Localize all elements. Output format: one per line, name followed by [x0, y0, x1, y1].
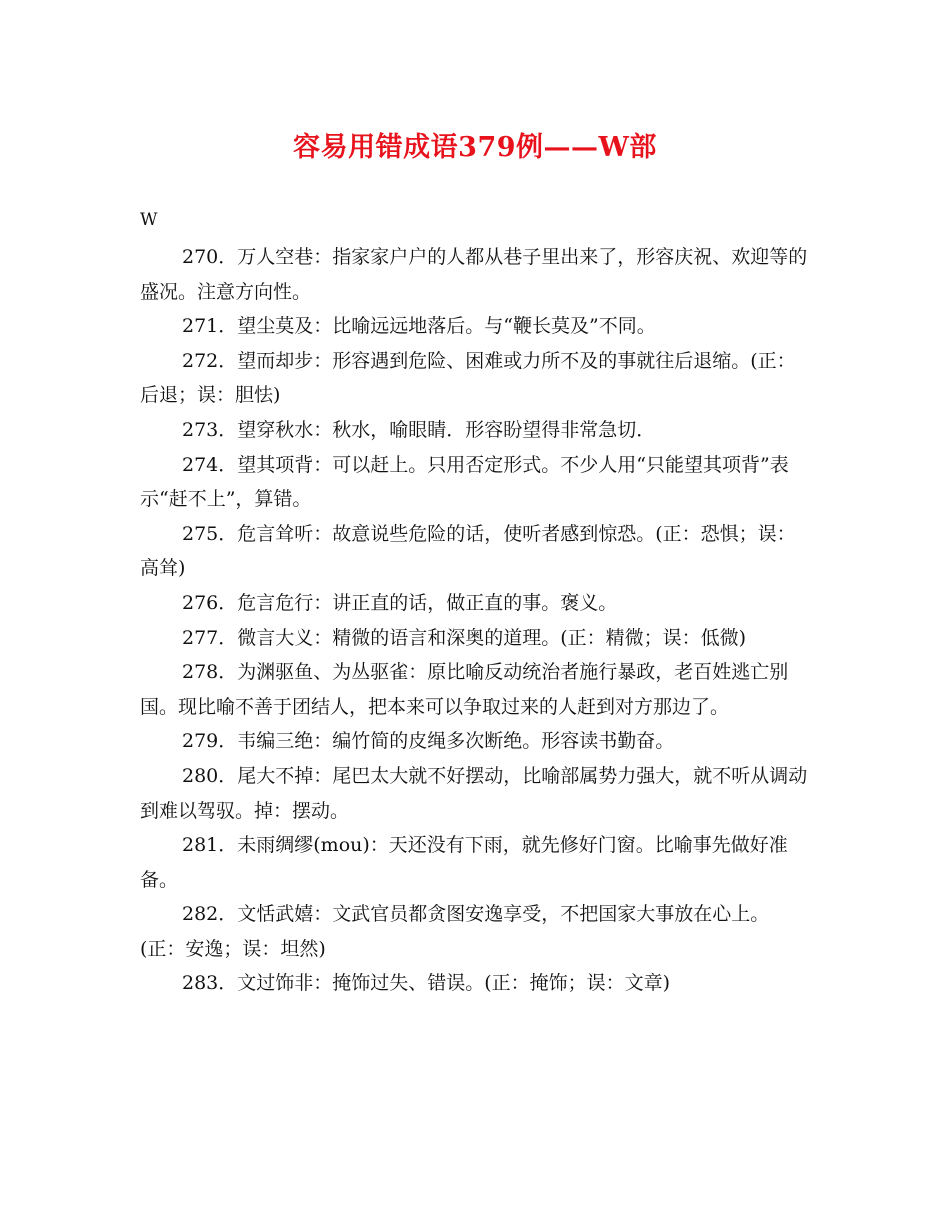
entry-item: 271．望尘莫及：比喻远远地落后。与“鞭长莫及”不同。	[182, 315, 656, 338]
entry-item: 274．望其项背：可以赶上。只用否定形式。不少人用“只能望其项背”表示“赶不上”，算错。	[140, 453, 789, 511]
entry-item: 277．微言大义：精微的语言和深奥的道理。(正：精微；误：低微)	[182, 626, 747, 649]
entry-item: 273．望穿秋水：秋水，喻眼睛．形容盼望得非常急切．	[182, 418, 656, 441]
entry-item: 281．未雨绸缪(mou)：天还没有下雨，就先修好门窗。比喻事先做好准备。	[140, 834, 788, 891]
document-title: 容易用错成语379例——W部	[293, 132, 657, 163]
entry-item: 272．望而却步：形容遇到危险、困难或力所不及的事就往后退缩。(正：后退；误：胆怯)	[140, 349, 796, 407]
entry-item: 280．尾大不掉：尾巴太大就不好摆动，比喻部属势力强大，就不听从调动到难以驾驭。掉：摆动。	[140, 764, 808, 822]
entry-list	[140, 240, 812, 1001]
entry-item: 283．文过饰非：掩饰过失、错误。(正：掩饰；误：文章)	[182, 972, 671, 995]
entry-item: 276．危言危行：讲正直的话，做正直的事。褒义。	[182, 591, 618, 614]
entry-item: 278．为渊驱鱼、为丛驱雀：原比喻反动统治者施行暴政，老百姓逃亡别国。现比喻不善于团结人，把本来可以争取过来的人赶到对方那边了。	[140, 661, 789, 718]
entry-item: 279．韦编三绝：编竹简的皮绳多次断绝。形容读书勤奋。	[182, 730, 675, 753]
entry-item: 282．文恬武嬉：文武官员都贪图安逸享受，不把国家大事放在心上。(正：安逸；误：坦然)	[140, 903, 770, 960]
section-heading: W	[140, 210, 158, 230]
entry-item: 270．万人空巷：指家家户户的人都从巷子里出来了，形容庆祝、欢迎等的盛况。注意方向性。	[140, 246, 808, 303]
entry-item: 275．危言耸听：故意说些危险的话，使听者感到惊恐。(正：恐惧；误：高耸)	[140, 522, 796, 580]
